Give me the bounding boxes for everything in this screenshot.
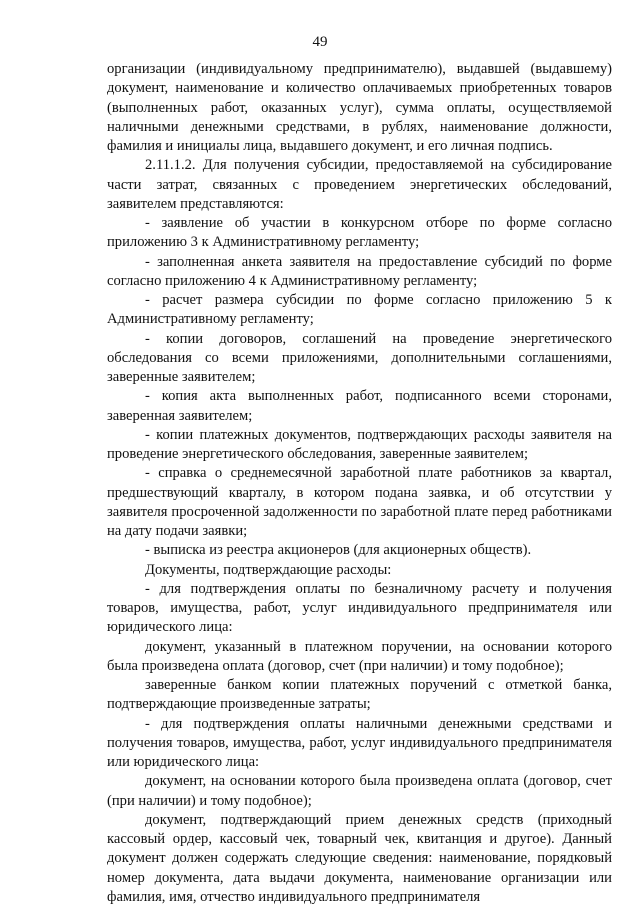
paragraph-expense-documents-heading: Документы, подтверждающие расходы: [145,561,392,578]
list-item-salary-certificate: - справка о среднемесячной заработной плате работников за квартал, предшествующий кварталу, в котором подана заявка, и об отсутствии у заявителя просроченной задолженности по заработной плате перед работниками на дату подачи заявки; [107,465,612,539]
list-item-contract-copies: - копии договоров, соглашений на проведение энергетического обследования со всеми приложениями, дополнительными соглашениями, заверенные заявителем; [107,330,612,385]
list-item-application: - заявление об участии в конкурсном отборе по форме согласно приложению 3 к Административному регламенту; [107,215,612,251]
list-item-payment-documents: - копии платежных документов, подтверждающих расходы заявителя на проведение энергетического обследования, заверенные заявителем; [107,426,612,462]
list-item-cashless-payment: - для подтверждения оплаты по безналичному расчету и получения товаров, имущества, работ, услуг индивидуального предпринимателя или юридического лица: [107,580,612,636]
list-item-shareholder-register: - выписка из реестра акционеров (для акционерных обществ). [145,542,532,559]
document-body [107,60,612,907]
paragraph-bank-certified-copies: заверенные банком копии платежных поручений с отметкой банка, подтверждающие произведенные затраты; [107,677,612,713]
list-item-questionnaire: - заполненная анкета заявителя на предоставление субсидий по форме согласно приложению 4 к Административному регламенту; [107,253,612,289]
paragraph-cash-receipt-document: документ, подтверждающий прием денежных средств (приходный кассовый ордер, кассовый чек, товарный чек, квитанция и другое). Данный документ должен содержать следующие сведения: наименование, порядковый номер документа, дата выдачи документа, наименование организации или фамилия, имя, отчество индивидуального предпринимателя [107,811,612,905]
paragraph-payment-basis-document: документ, на основании которого была произведена оплата (договор, счет (при наличии) и тому подобное); [107,773,612,809]
list-item-cash-payment: - для подтверждения оплаты наличными денежными средствами и получения товаров, имущества, работ, услуг индивидуального предпринимателя или юридического лица: [107,715,612,770]
list-item-work-act-copy: - копия акта выполненных работ, подписанного всеми сторонами, заверенная заявителем; [107,388,612,424]
list-item-subsidy-calculation: - расчет размера субсидии по форме согласно приложению 5 к Административному регламенту; [107,292,612,328]
paragraph-payment-order-document: документ, указанный в платежном поручении, на основании которого была произведена оплата (договор, счет (при наличии) и тому подобное); [107,638,612,674]
paragraph-continuation: организации (индивидуальному предпринимателю), выдавшей (выдавшему) документ, наименование и количество оплачиваемых приобретенных товаров (выполненных работ, оказанных услуг), сумма оплаты, осуществляемой наличными денежными средствами, в рублях, наименование должности, фамилия и инициалы лица, выдавшего документ, и его личная подпись. [107,61,612,154]
page-number: 49 [312,34,328,50]
paragraph-section-2-11-1-2: 2.11.1.2. Для получения субсидии, предоставляемой на субсидирование части затрат, связанных с проведением энергетических обследований, заявителем представляются: [107,157,612,212]
